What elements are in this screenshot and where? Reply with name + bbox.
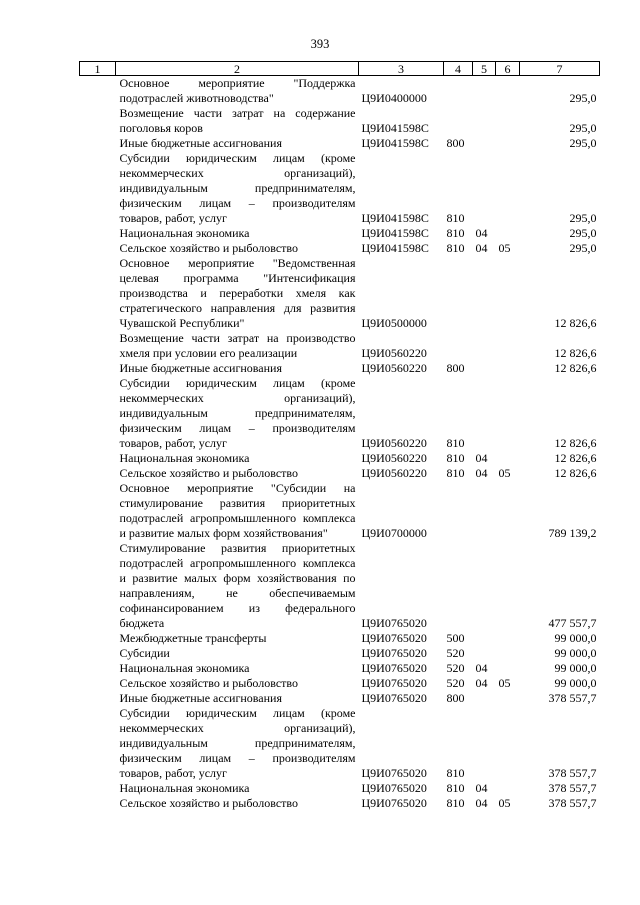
amount-cell: 789 139,2	[548, 526, 597, 540]
budget-table	[79, 61, 600, 811]
page-number: 393	[310, 37, 330, 51]
row-number-cell	[80, 631, 116, 646]
expense-type-cell: 810	[446, 781, 465, 795]
subsection-cell	[496, 136, 520, 151]
subsection-cell	[496, 331, 520, 361]
row-name-cell: Стимулирование развития приоритетных подотраслей агропромышленного комплекса и развитие малых форм хозяйствования по направлениям, не обеспечиваемым софинансированием из федерального бюджета	[119, 541, 356, 630]
target-code-cell: Ц9И041598С	[361, 136, 429, 150]
expense-type-cell	[444, 541, 473, 631]
amount-cell: 295,0	[569, 121, 597, 135]
section-cell	[473, 541, 496, 631]
amount-cell: 378 557,7	[548, 691, 597, 705]
column-header: 2	[116, 62, 359, 76]
subsection-cell: 05	[498, 466, 511, 480]
row-number-cell	[80, 541, 116, 631]
row-number-cell	[80, 661, 116, 676]
table-row	[80, 76, 600, 107]
table-header	[80, 62, 600, 76]
table-row	[80, 151, 600, 226]
subsection-cell	[496, 451, 520, 466]
section-cell: 04	[475, 796, 488, 810]
subsection-cell: 05	[498, 676, 511, 690]
expense-type-cell: 810	[446, 436, 465, 450]
subsection-cell	[496, 256, 520, 331]
expense-type-cell: 800	[446, 691, 465, 705]
section-cell: 04	[475, 451, 488, 465]
expense-type-cell	[444, 76, 473, 107]
amount-cell: 295,0	[569, 211, 597, 225]
section-cell	[473, 76, 496, 107]
section-cell: 04	[475, 676, 488, 690]
target-code-cell: Ц9И0765020	[361, 616, 427, 630]
row-name-cell: Субсидии юридическим лицам (кроме некоммерческих организаций), индивидуальным предпринимателям, физическим лицам – производителям товаров, работ, услуг	[119, 376, 356, 450]
subsection-cell	[496, 361, 520, 376]
amount-cell: 99 000,0	[554, 631, 597, 645]
row-number-cell	[80, 706, 116, 781]
column-header: 3	[359, 62, 444, 76]
expense-type-cell	[444, 481, 473, 541]
target-code-cell: Ц9И0765020	[361, 766, 427, 780]
amount-cell: 12 826,6	[554, 466, 597, 480]
expense-type-cell: 810	[446, 451, 465, 465]
row-number-cell	[80, 451, 116, 466]
amount-cell: 99 000,0	[554, 646, 597, 660]
row-name-cell: Сельское хозяйство и рыболовство	[119, 241, 299, 255]
section-cell: 04	[475, 226, 488, 240]
subsection-cell	[496, 691, 520, 706]
target-code-cell: Ц9И0560220	[361, 361, 427, 375]
target-code-cell: Ц9И0560220	[361, 466, 427, 480]
subsection-cell	[496, 781, 520, 796]
expense-type-cell: 810	[446, 226, 465, 240]
row-name-cell: Сельское хозяйство и рыболовство	[119, 796, 299, 810]
expense-type-cell: 500	[446, 631, 465, 645]
subsection-cell	[496, 151, 520, 226]
row-name-cell: Основное мероприятие "Поддержка подотраслей животноводства"	[119, 76, 356, 105]
row-number-cell	[80, 241, 116, 256]
amount-cell: 12 826,6	[554, 346, 597, 360]
target-code-cell: Ц9И0765020	[361, 781, 427, 795]
row-name-cell: Национальная экономика	[119, 661, 250, 675]
row-number-cell	[80, 256, 116, 331]
expense-type-cell: 800	[446, 136, 465, 150]
table-row	[80, 376, 600, 451]
expense-type-cell: 520	[446, 646, 465, 660]
row-number-cell	[80, 481, 116, 541]
row-number-cell	[80, 331, 116, 361]
subsection-cell	[496, 76, 520, 107]
subsection-cell	[496, 646, 520, 661]
subsection-cell: 05	[498, 796, 511, 810]
subsection-cell	[496, 226, 520, 241]
target-code-cell: Ц9И041598С	[361, 211, 429, 225]
target-code-cell: Ц9И0765020	[361, 631, 427, 645]
section-cell: 04	[475, 241, 488, 255]
expense-type-cell: 800	[446, 361, 465, 375]
table-row	[80, 331, 600, 361]
target-code-cell: Ц9И0560220	[361, 436, 427, 450]
row-number-cell	[80, 796, 116, 811]
row-name-cell: Субсидии юридическим лицам (кроме некоммерческих организаций), индивидуальным предпринимателям, физическим лицам – производителям товаров, работ, услуг	[119, 706, 356, 780]
row-number-cell	[80, 76, 116, 107]
row-name-cell: Межбюджетные трансферты	[119, 631, 267, 645]
table-row	[80, 451, 600, 466]
subsection-cell	[496, 706, 520, 781]
table-row	[80, 136, 600, 151]
row-name-cell: Сельское хозяйство и рыболовство	[119, 466, 299, 480]
section-cell	[473, 106, 496, 136]
amount-cell: 99 000,0	[554, 676, 597, 690]
section-cell: 04	[475, 661, 488, 675]
section-cell	[473, 151, 496, 226]
table-row	[80, 646, 600, 661]
target-code-cell: Ц9И0700000	[361, 526, 427, 540]
expense-type-cell: 810	[446, 796, 465, 810]
section-cell	[473, 481, 496, 541]
subsection-cell	[496, 661, 520, 676]
target-code-cell: Ц9И041598С	[361, 241, 429, 255]
amount-cell: 295,0	[569, 91, 597, 105]
target-code-cell: Ц9И0560220	[361, 451, 427, 465]
target-code-cell: Ц9И0765020	[361, 661, 427, 675]
amount-cell: 295,0	[569, 226, 597, 240]
expense-type-cell: 520	[446, 661, 465, 675]
row-name-cell: Субсидии юридическим лицам (кроме некоммерческих организаций), индивидуальным предпринимателям, физическим лицам – производителям товаров, работ, услуг	[119, 151, 356, 225]
section-cell	[473, 256, 496, 331]
amount-cell: 378 557,7	[548, 766, 597, 780]
section-cell	[473, 331, 496, 361]
table-row	[80, 706, 600, 781]
table-row	[80, 691, 600, 706]
column-header: 7	[520, 62, 600, 76]
amount-cell: 12 826,6	[554, 451, 597, 465]
row-name-cell: Иные бюджетные ассигнования	[119, 136, 282, 150]
row-number-cell	[80, 151, 116, 226]
row-number-cell	[80, 646, 116, 661]
row-name-cell: Сельское хозяйство и рыболовство	[119, 676, 299, 690]
expense-type-cell: 810	[446, 211, 465, 225]
subsection-cell	[496, 541, 520, 631]
table-row	[80, 661, 600, 676]
amount-cell: 378 557,7	[548, 781, 597, 795]
section-cell: 04	[475, 781, 488, 795]
amount-cell: 378 557,7	[548, 796, 597, 810]
row-name-cell: Возмещение части затрат на производство хмеля при условии его реализации	[119, 331, 356, 360]
expense-type-cell	[444, 106, 473, 136]
expense-type-cell	[444, 256, 473, 331]
row-name-cell: Национальная экономика	[119, 781, 250, 795]
row-number-cell	[80, 691, 116, 706]
row-number-cell	[80, 106, 116, 136]
header-row	[80, 62, 600, 76]
subsection-cell: 05	[498, 241, 511, 255]
row-name-cell: Национальная экономика	[119, 226, 250, 240]
section-cell	[473, 361, 496, 376]
section-cell	[473, 646, 496, 661]
row-name-cell: Иные бюджетные ассигнования	[119, 691, 282, 705]
section-cell	[473, 631, 496, 646]
amount-cell: 99 000,0	[554, 661, 597, 675]
column-header: 4	[444, 62, 473, 76]
row-number-cell	[80, 376, 116, 451]
row-name-cell: Основное мероприятие "Ведомственная целевая программа "Интенсификация производства и переработки хмеля как стратегического направления для развития Чувашской Республики"	[119, 256, 356, 330]
target-code-cell: Ц9И041598С	[361, 226, 429, 240]
target-code-cell: Ц9И041598С	[361, 121, 429, 135]
section-cell	[473, 691, 496, 706]
target-code-cell: Ц9И0400000	[361, 91, 427, 105]
row-name-cell: Субсидии	[119, 646, 170, 660]
table-row	[80, 256, 600, 331]
subsection-cell	[496, 106, 520, 136]
table-row	[80, 466, 600, 481]
row-name-cell: Национальная экономика	[119, 451, 250, 465]
section-cell	[473, 376, 496, 451]
row-number-cell	[80, 781, 116, 796]
table-row	[80, 781, 600, 796]
expense-type-cell: 810	[446, 241, 465, 255]
subsection-cell	[496, 376, 520, 451]
section-cell	[473, 136, 496, 151]
expense-type-cell: 810	[446, 766, 465, 780]
table-row	[80, 481, 600, 541]
target-code-cell: Ц9И0765020	[361, 691, 427, 705]
table-row	[80, 796, 600, 811]
amount-cell: 12 826,6	[554, 436, 597, 450]
table-row	[80, 226, 600, 241]
table-row	[80, 106, 600, 136]
row-name-cell: Иные бюджетные ассигнования	[119, 361, 282, 375]
subsection-cell	[496, 631, 520, 646]
row-number-cell	[80, 136, 116, 151]
expense-type-cell: 810	[446, 466, 465, 480]
amount-cell: 295,0	[569, 241, 597, 255]
section-cell: 04	[475, 466, 488, 480]
row-number-cell	[80, 466, 116, 481]
column-header: 1	[80, 62, 116, 76]
row-number-cell	[80, 361, 116, 376]
table-row	[80, 541, 600, 631]
section-cell	[473, 706, 496, 781]
subsection-cell	[496, 481, 520, 541]
amount-cell: 12 826,6	[554, 361, 597, 375]
row-number-cell	[80, 676, 116, 691]
amount-cell: 12 826,6	[554, 316, 597, 330]
row-name-cell: Основное мероприятие "Субсидии на стимулирование развития приоритетных подотраслей агропромышленного комплекса и развитие малых форм хозяйствования"	[119, 481, 356, 540]
expense-type-cell	[444, 331, 473, 361]
amount-cell: 477 557,7	[548, 616, 597, 630]
row-number-cell	[80, 226, 116, 241]
target-code-cell: Ц9И0765020	[361, 796, 427, 810]
target-code-cell: Ц9И0765020	[361, 676, 427, 690]
column-header: 5	[473, 62, 496, 76]
table-row	[80, 361, 600, 376]
column-header: 6	[496, 62, 520, 76]
table-row	[80, 631, 600, 646]
table-row	[80, 241, 600, 256]
target-code-cell: Ц9И0560220	[361, 346, 427, 360]
row-name-cell: Возмещение части затрат на содержание поголовья коров	[119, 106, 356, 135]
expense-type-cell: 520	[446, 676, 465, 690]
table-row	[80, 676, 600, 691]
target-code-cell: Ц9И0500000	[361, 316, 427, 330]
amount-cell: 295,0	[569, 136, 597, 150]
table-body	[80, 76, 600, 812]
target-code-cell: Ц9И0765020	[361, 646, 427, 660]
